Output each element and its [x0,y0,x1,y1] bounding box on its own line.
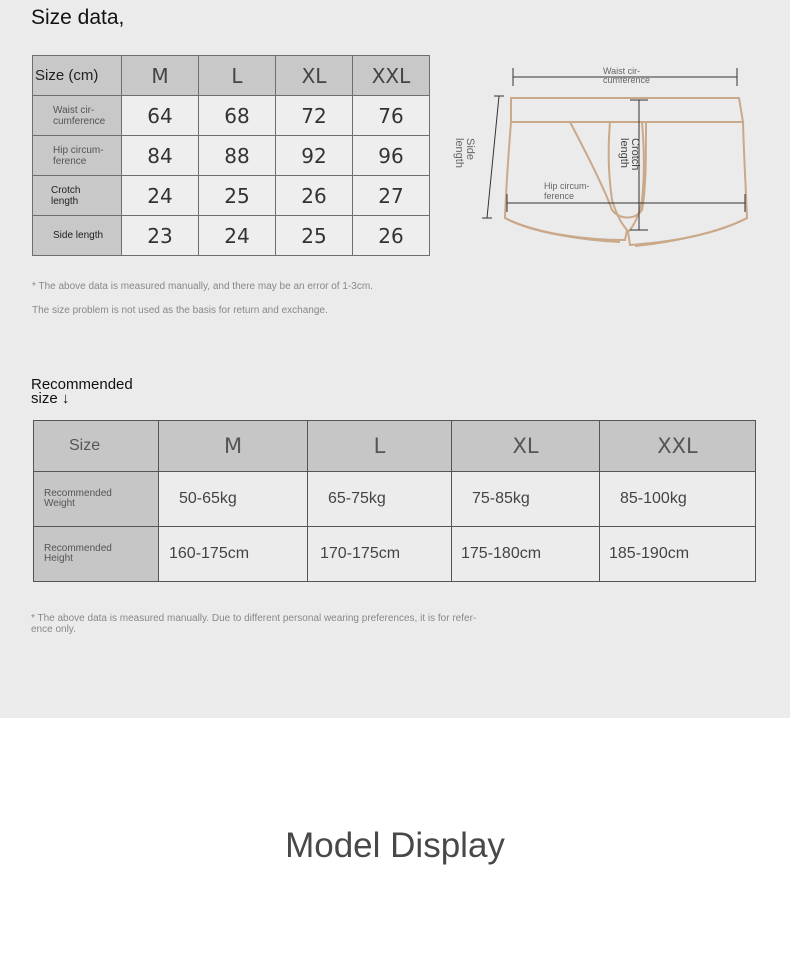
rec-height-l: 170-175cm [308,527,452,582]
rec-weight-xl: 75-85kg [452,472,600,527]
side-length-label: Side length [453,138,476,168]
crotch-row-label: Crotch length [33,176,122,216]
crotch-length-label: Crotch length [618,138,641,171]
model-display-heading: Model Display [285,826,505,865]
briefs-outline-illustration [470,60,760,260]
rec-header-xl: XL [452,421,600,472]
rec-height-m: 160-175cm [159,527,308,582]
rec-weight-m: 50-65kg [159,472,308,527]
hip-l: 88 [199,136,276,176]
size-cm-header: Size (cm) [33,56,122,96]
rec-header-m: M [159,421,308,472]
rec-header-l: L [308,421,452,472]
side-xl: 25 [276,216,353,256]
side-l: 24 [199,216,276,256]
hip-row-label: Hip circum- ference [33,136,122,176]
size-header-l: L [199,56,276,96]
recommended-note: * The above data is measured manually. Due to different personal wearing preferences, it is for refer- ence only. [31,613,477,635]
rec-header-row [34,421,756,472]
rec-height-xxl: 185-190cm [600,527,756,582]
size-header-xxl: XXL [353,56,430,96]
waist-label: Waist cir- cumference [603,66,651,85]
waist-xl: 72 [276,96,353,136]
rec-header-xxl: XXL [600,421,756,472]
hip-m: 84 [122,136,199,176]
table-row [33,96,430,136]
rec-height-xl: 175-180cm [452,527,600,582]
rec-size-header: Size [34,421,159,472]
size-header-m: M [122,56,199,96]
table-row [33,216,430,256]
hip-label: Hip circum- ference [544,181,590,201]
table-row [33,176,430,216]
table-row [34,472,756,527]
side-row-label: Side length [33,216,122,256]
side-xxl: 26 [353,216,430,256]
size-note-2: The size problem is not used as the basis for return and exchange. [32,305,328,316]
waist-m: 64 [122,96,199,136]
recommended-size-table [33,420,756,582]
rec-weight-label: Recommended Weight [34,472,159,527]
size-data-title: Size data, [31,6,125,29]
waist-l: 68 [199,96,276,136]
rec-weight-xxl: 85-100kg [600,472,756,527]
waist-row-label: Waist cir- cumference [33,96,122,136]
table-row [33,136,430,176]
size-note-1: * The above data is measured manually, and there may be an error of 1-3cm. [32,281,373,292]
hip-xl: 92 [276,136,353,176]
size-header-row [33,56,430,96]
side-m: 23 [122,216,199,256]
hip-xxl: 96 [353,136,430,176]
recommended-size-title: Recommended size ↓ [31,376,133,408]
rec-height-label: Recommended Height [34,527,159,582]
crotch-xxl: 27 [353,176,430,216]
size-header-xl: XL [276,56,353,96]
crotch-l: 25 [199,176,276,216]
crotch-xl: 26 [276,176,353,216]
size-data-table [32,55,430,256]
waist-xxl: 76 [353,96,430,136]
crotch-m: 24 [122,176,199,216]
table-row [34,527,756,582]
rec-weight-l: 65-75kg [308,472,452,527]
garment-diagram [453,60,760,265]
